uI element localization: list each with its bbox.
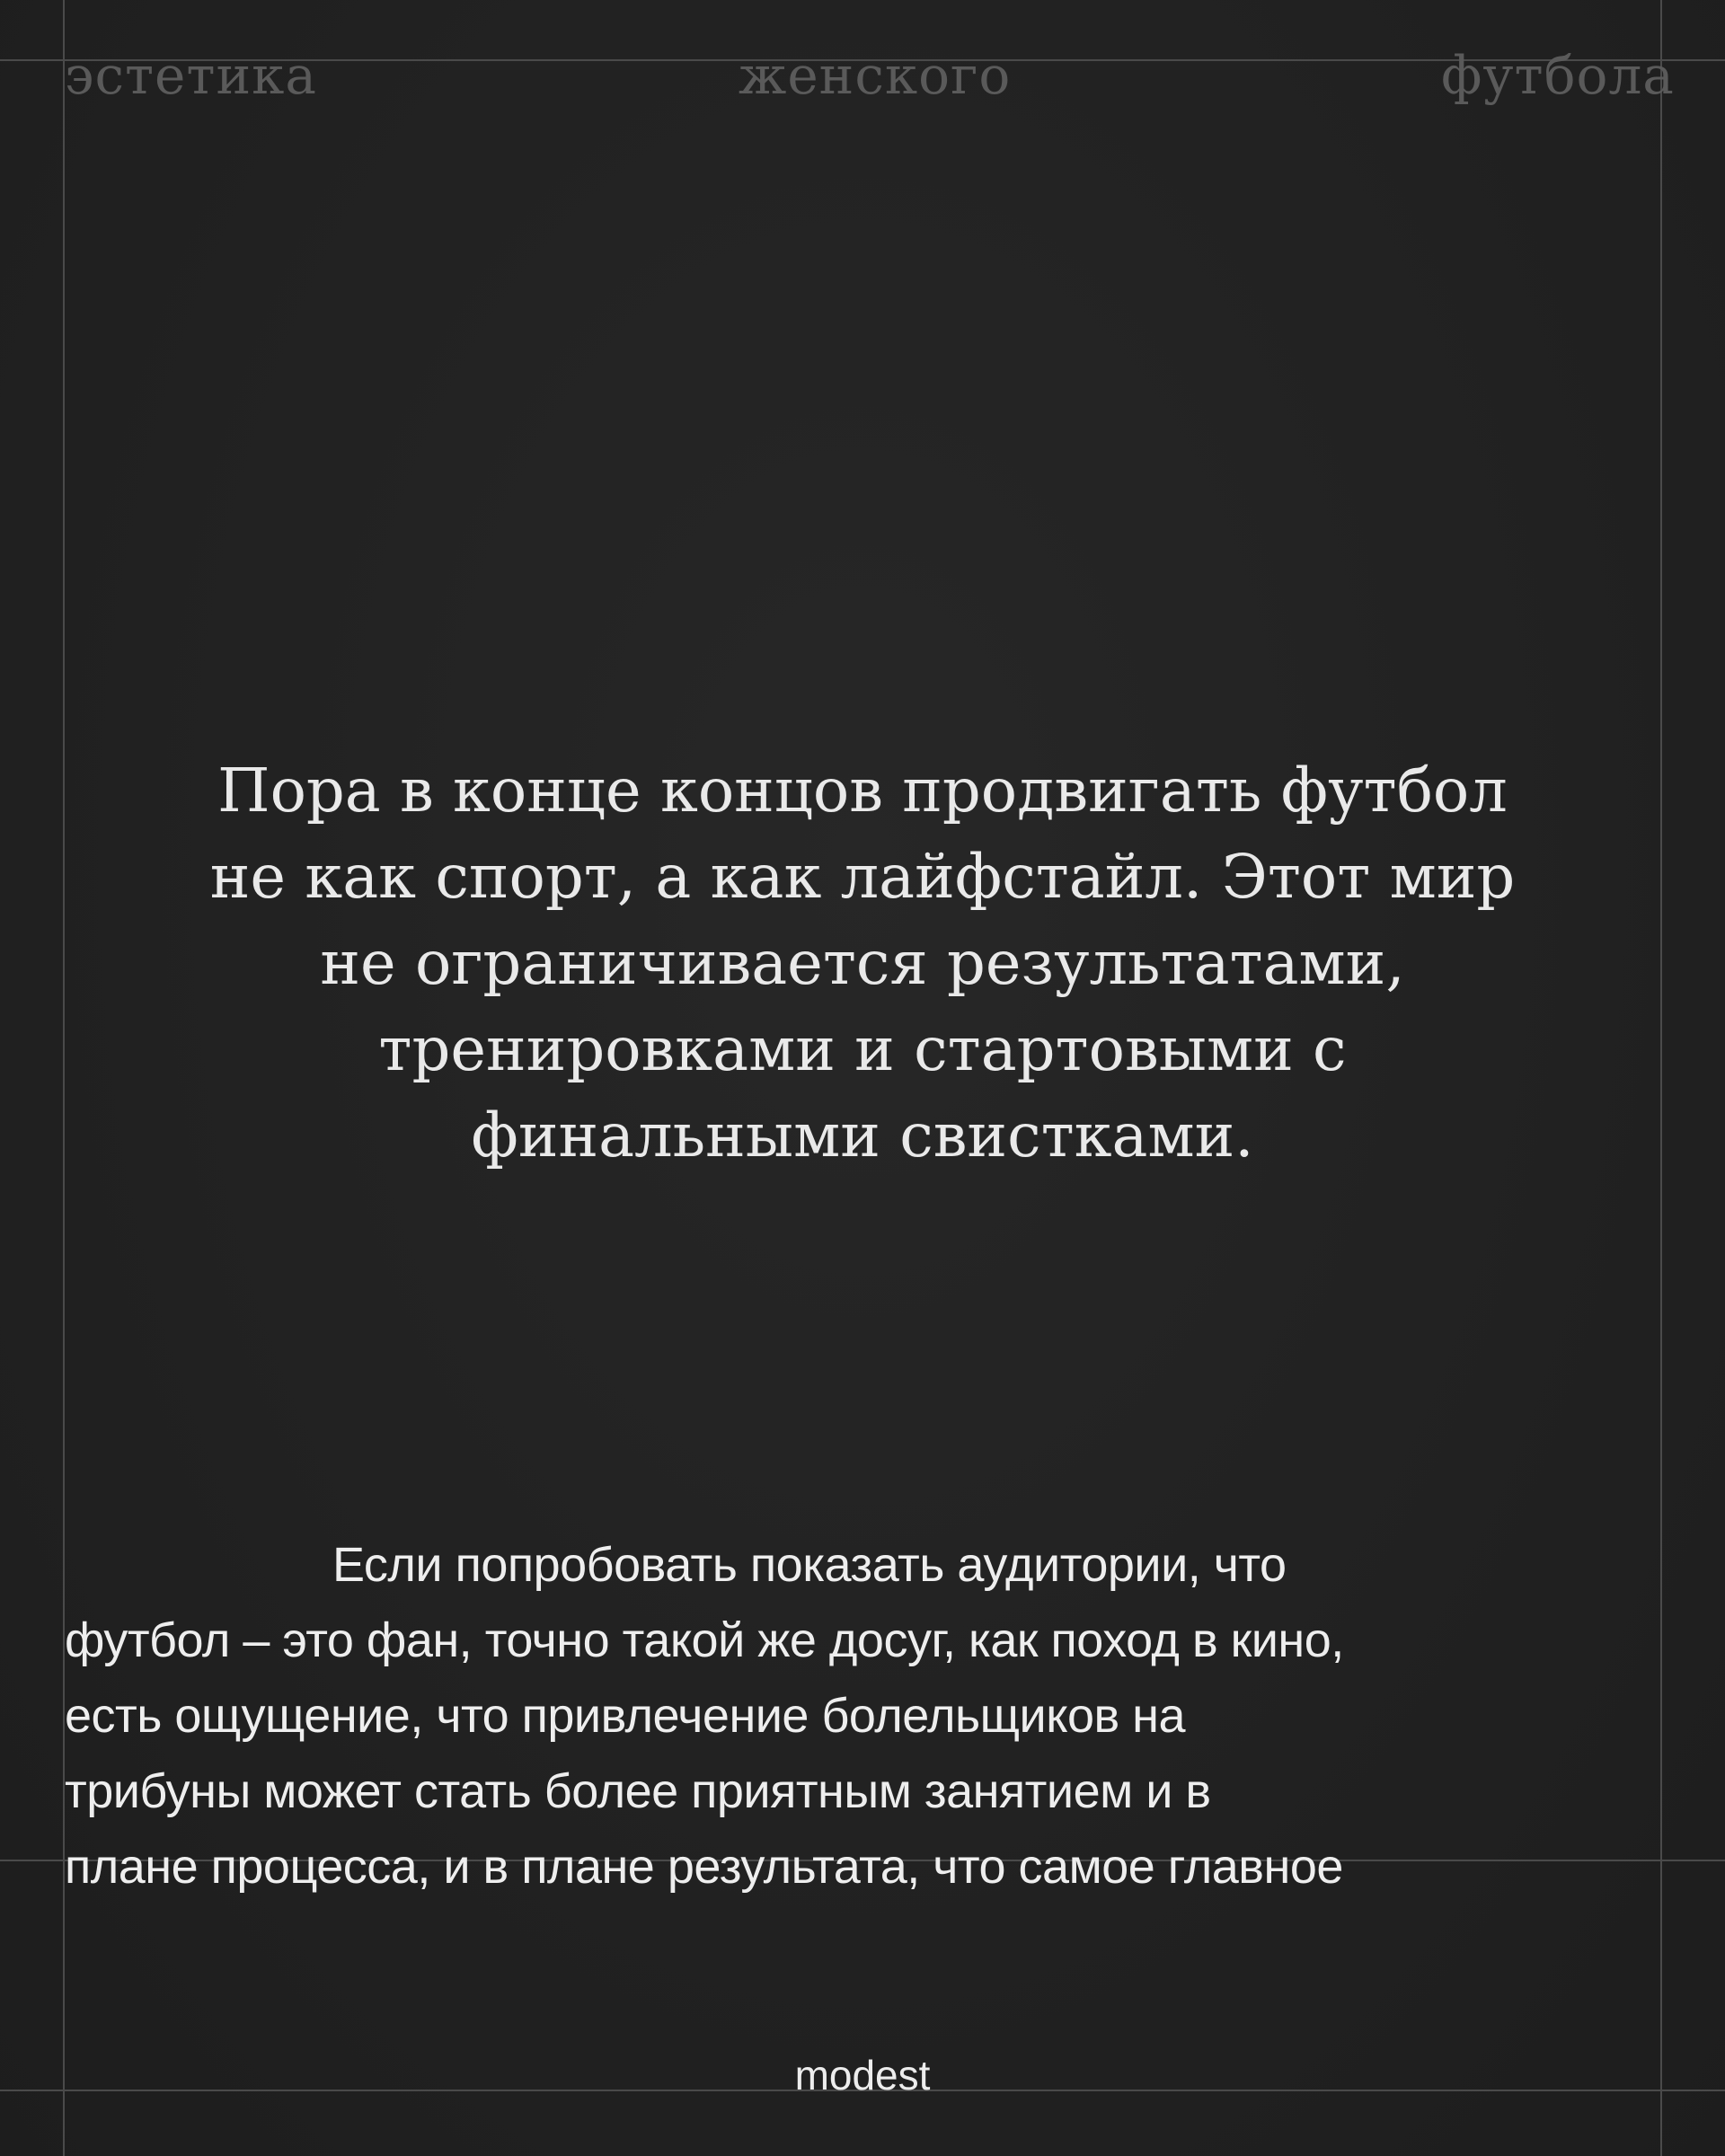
header-word-right: футбола	[1441, 45, 1675, 106]
body-line: плане процесса, и в плане результата, что самое главное	[65, 1840, 1343, 1894]
body-line: Если попробовать показать аудитории, что	[332, 1538, 1287, 1592]
body-paragraph	[65, 1527, 1664, 1904]
quote-line: Пора в конце концов продвигать футбол	[217, 755, 1508, 826]
quote-line: тренировками и стартовыми с	[378, 1014, 1347, 1084]
quote-block	[108, 747, 1617, 1179]
body-line: футбол – это фан, точно такой же досуг, как поход в кино,	[65, 1613, 1344, 1667]
header-word-middle: женского	[739, 45, 1012, 106]
header-word-left: эстетика	[65, 45, 317, 106]
quote-line: финальными свистками.	[471, 1100, 1254, 1171]
quote-line: не как спорт, а как лайфстайл. Этот мир	[209, 842, 1516, 912]
brand-logo-text: modest	[794, 2052, 931, 2099]
quote-line: не ограничивается результатами,	[320, 928, 1405, 998]
body-line: трибуны может стать более приятным занятием и в	[65, 1764, 1211, 1818]
body-line: есть ощущение, что привлечение болельщиков на	[65, 1689, 1186, 1743]
